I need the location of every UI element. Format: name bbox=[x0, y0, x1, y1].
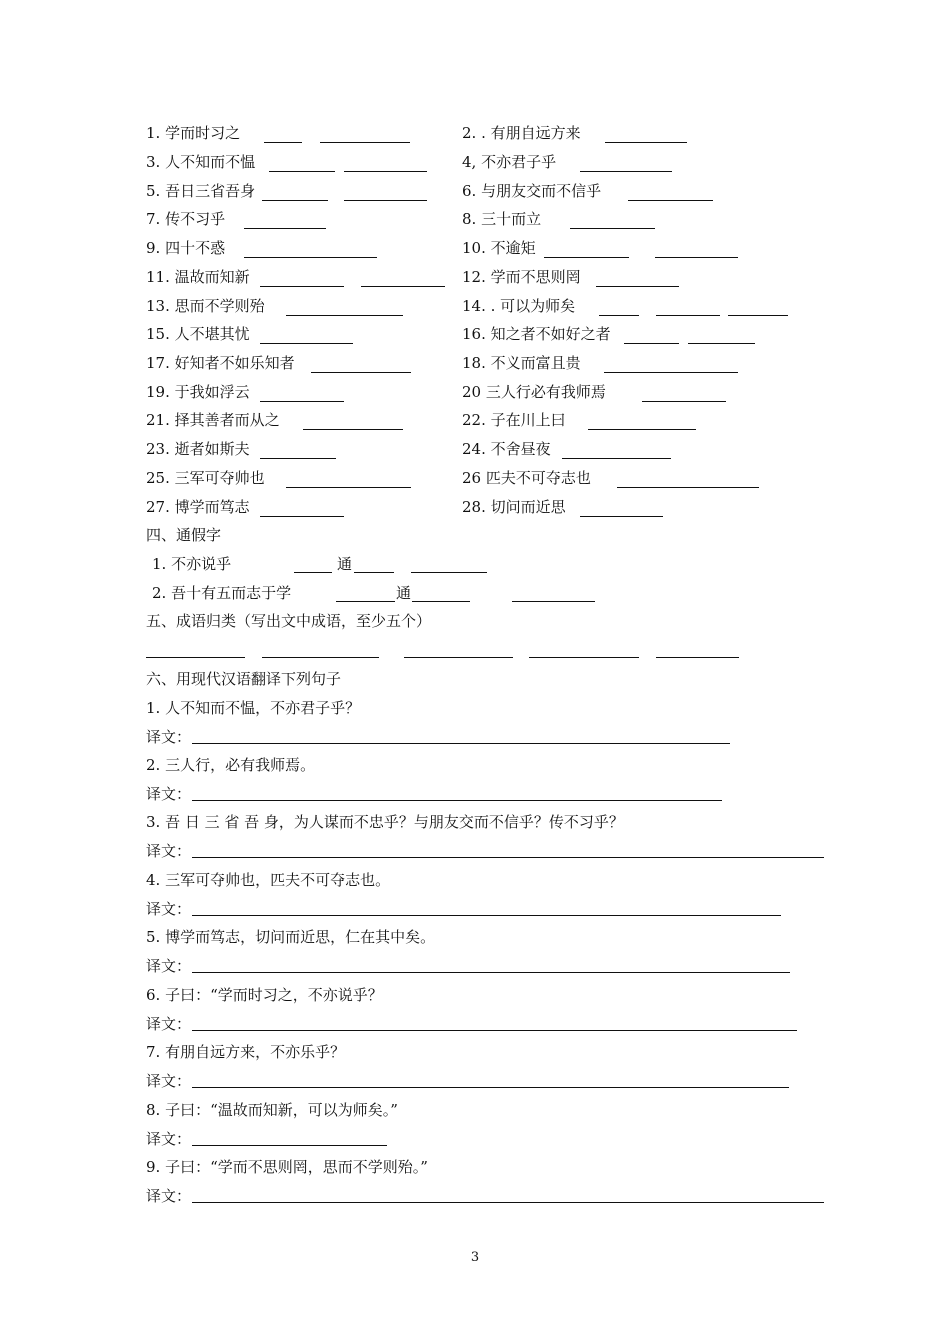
answer-line-7[interactable] bbox=[192, 1087, 789, 1088]
tongjia-q1-meaning-blank[interactable] bbox=[411, 572, 487, 573]
idiom-blank-3[interactable] bbox=[404, 657, 513, 658]
answer-line-3[interactable] bbox=[192, 857, 824, 858]
answer-blank[interactable] bbox=[580, 171, 672, 172]
answer-blank[interactable] bbox=[599, 315, 639, 316]
answer-blank[interactable] bbox=[344, 171, 427, 172]
answer-blank[interactable] bbox=[604, 372, 738, 373]
vocab-text: 9. 四十不惑 bbox=[146, 239, 226, 257]
vocab-text: 5. 吾日三省吾身 bbox=[146, 182, 256, 200]
answer-label-2: 译文： bbox=[146, 785, 192, 803]
answer-blank[interactable] bbox=[286, 315, 403, 316]
translate-sentence-5: 5. 博学而笃志，切问而近思，仁在其中矣。 bbox=[146, 928, 436, 946]
answer-blank[interactable] bbox=[588, 429, 696, 430]
answer-line-9[interactable] bbox=[192, 1202, 824, 1203]
answer-line-2[interactable] bbox=[192, 800, 722, 801]
translate-sentence-9: 9. 子曰：“学而不思则罔，思而不学则殆。” bbox=[146, 1158, 428, 1176]
tongjia-q2-meaning-blank[interactable] bbox=[512, 601, 595, 602]
answer-blank[interactable] bbox=[728, 315, 788, 316]
answer-blank[interactable] bbox=[344, 200, 427, 201]
answer-blank[interactable] bbox=[580, 516, 663, 517]
vocab-text: 14. . 可以为师矣 bbox=[462, 297, 576, 315]
vocab-text: 7. 传不习乎 bbox=[146, 210, 226, 228]
section-5-title: 五、成语归类（写出文中成语，至少五个） bbox=[146, 612, 432, 630]
tongjia-q1-tong: 通 bbox=[337, 555, 353, 573]
tongjia-q1-target-blank[interactable] bbox=[354, 572, 394, 573]
tongjia-q1-char-blank[interactable] bbox=[294, 572, 332, 573]
answer-label-5: 译文： bbox=[146, 957, 192, 975]
answer-line-4[interactable] bbox=[192, 915, 781, 916]
answer-blank[interactable] bbox=[596, 286, 679, 287]
vocab-text: 19. 于我如浮云 bbox=[146, 383, 250, 401]
answer-line-6[interactable] bbox=[192, 1030, 797, 1031]
answer-blank[interactable] bbox=[605, 142, 687, 143]
vocab-text: 18. 不义而富且贵 bbox=[462, 354, 581, 372]
answer-line-1[interactable] bbox=[192, 743, 730, 744]
answer-label-3: 译文： bbox=[146, 842, 192, 860]
answer-blank[interactable] bbox=[628, 200, 713, 201]
vocab-text: 8. 三十而立 bbox=[462, 210, 542, 228]
answer-blank[interactable] bbox=[303, 429, 403, 430]
tongjia-q2-char-blank[interactable] bbox=[336, 601, 395, 602]
vocab-text: 4, 不亦君子乎 bbox=[462, 153, 557, 171]
answer-blank[interactable] bbox=[311, 372, 411, 373]
answer-blank[interactable] bbox=[642, 401, 726, 402]
vocab-text: 12. 学而不思则罔 bbox=[462, 268, 581, 286]
section-4-title: 四、通假字 bbox=[146, 526, 222, 544]
answer-blank[interactable] bbox=[361, 286, 445, 287]
page-number: 3 bbox=[470, 1250, 480, 1265]
vocab-text: 27. 博学而笃志 bbox=[146, 498, 250, 516]
answer-blank[interactable] bbox=[617, 487, 759, 488]
translate-sentence-2: 2. 三人行，必有我师焉。 bbox=[146, 756, 316, 774]
answer-blank[interactable] bbox=[544, 257, 629, 258]
answer-label-6: 译文： bbox=[146, 1015, 192, 1033]
answer-blank[interactable] bbox=[320, 142, 410, 143]
answer-blank[interactable] bbox=[688, 343, 755, 344]
answer-label-7: 译文： bbox=[146, 1072, 192, 1090]
answer-blank[interactable] bbox=[286, 487, 411, 488]
vocab-text: 6. 与朋友交而不信乎 bbox=[462, 182, 602, 200]
answer-blank[interactable] bbox=[260, 286, 344, 287]
translate-sentence-4: 4. 三军可夺帅也，匹夫不可夺志也。 bbox=[146, 871, 391, 889]
section-6-title: 六、用现代汉语翻译下列句子 bbox=[146, 670, 342, 688]
vocab-text: 3. 人不知而不愠 bbox=[146, 153, 256, 171]
answer-blank[interactable] bbox=[562, 458, 671, 459]
idiom-blank-1[interactable] bbox=[146, 657, 245, 658]
answer-blank[interactable] bbox=[570, 228, 655, 229]
answer-blank[interactable] bbox=[624, 343, 679, 344]
tongjia-q2-target-blank[interactable] bbox=[412, 601, 470, 602]
answer-blank[interactable] bbox=[260, 401, 344, 402]
answer-blank[interactable] bbox=[260, 516, 344, 517]
answer-label-9: 译文： bbox=[146, 1187, 192, 1205]
answer-blank[interactable] bbox=[264, 142, 302, 143]
answer-label-4: 译文： bbox=[146, 900, 192, 918]
translate-sentence-7: 7. 有朋自远方来，不亦乐乎？ bbox=[146, 1043, 346, 1061]
answer-line-5[interactable] bbox=[192, 972, 790, 973]
vocab-text: 11. 温故而知新 bbox=[146, 268, 250, 286]
vocab-text: 15. 人不堪其忧 bbox=[146, 325, 250, 343]
tongjia-q2-tong: 通 bbox=[396, 584, 412, 602]
vocab-text: 25. 三军可夺帅也 bbox=[146, 469, 265, 487]
answer-blank[interactable] bbox=[260, 458, 336, 459]
vocab-text: 13. 思而不学则殆 bbox=[146, 297, 265, 315]
vocab-text: 28. 切问而近思 bbox=[462, 498, 566, 516]
answer-label-1: 译文： bbox=[146, 728, 192, 746]
translate-sentence-6: 6. 子曰：“学而时习之，不亦说乎？ bbox=[146, 986, 383, 1004]
answer-line-8[interactable] bbox=[192, 1145, 387, 1146]
answer-blank[interactable] bbox=[655, 257, 738, 258]
vocab-text: 17. 好知者不如乐知者 bbox=[146, 354, 295, 372]
translate-sentence-3: 3. 吾 日 三 省 吾 身，为人谋而不忠乎？与朋友交而不信乎？传不习乎？ bbox=[146, 813, 624, 831]
vocab-text: 16. 知之者不如好之者 bbox=[462, 325, 611, 343]
answer-blank[interactable] bbox=[260, 343, 353, 344]
vocab-text: 20 三人行必有我师焉 bbox=[462, 383, 606, 401]
answer-blank[interactable] bbox=[244, 257, 377, 258]
vocab-text: 23. 逝者如斯夫 bbox=[146, 440, 250, 458]
translate-sentence-1: 1. 人不知而不愠，不亦君子乎？ bbox=[146, 699, 361, 717]
answer-blank[interactable] bbox=[262, 200, 328, 201]
answer-blank[interactable] bbox=[269, 171, 335, 172]
vocab-text: 2. . 有朋自远方来 bbox=[462, 124, 581, 142]
tongjia-q1-text: 1. 不亦说乎 bbox=[152, 555, 232, 573]
vocab-text: 22. 子在川上曰 bbox=[462, 411, 566, 429]
idiom-blank-5[interactable] bbox=[656, 657, 739, 658]
vocab-text: 21. 择其善者而从之 bbox=[146, 411, 280, 429]
answer-label-8: 译文： bbox=[146, 1130, 192, 1148]
vocab-text: 1. 学而时习之 bbox=[146, 124, 241, 142]
vocab-text: 24. 不舍昼夜 bbox=[462, 440, 551, 458]
idiom-blank-4[interactable] bbox=[529, 657, 639, 658]
answer-blank[interactable] bbox=[656, 315, 720, 316]
vocab-text: 26 匹夫不可夺志也 bbox=[462, 469, 591, 487]
tongjia-q2-text: 2. 吾十有五而志于学 bbox=[152, 584, 292, 602]
answer-blank[interactable] bbox=[244, 228, 326, 229]
translate-sentence-8: 8. 子曰：“温故而知新，可以为师矣。” bbox=[146, 1101, 398, 1119]
vocab-text: 10. 不逾矩 bbox=[462, 239, 536, 257]
idiom-blank-2[interactable] bbox=[262, 657, 379, 658]
